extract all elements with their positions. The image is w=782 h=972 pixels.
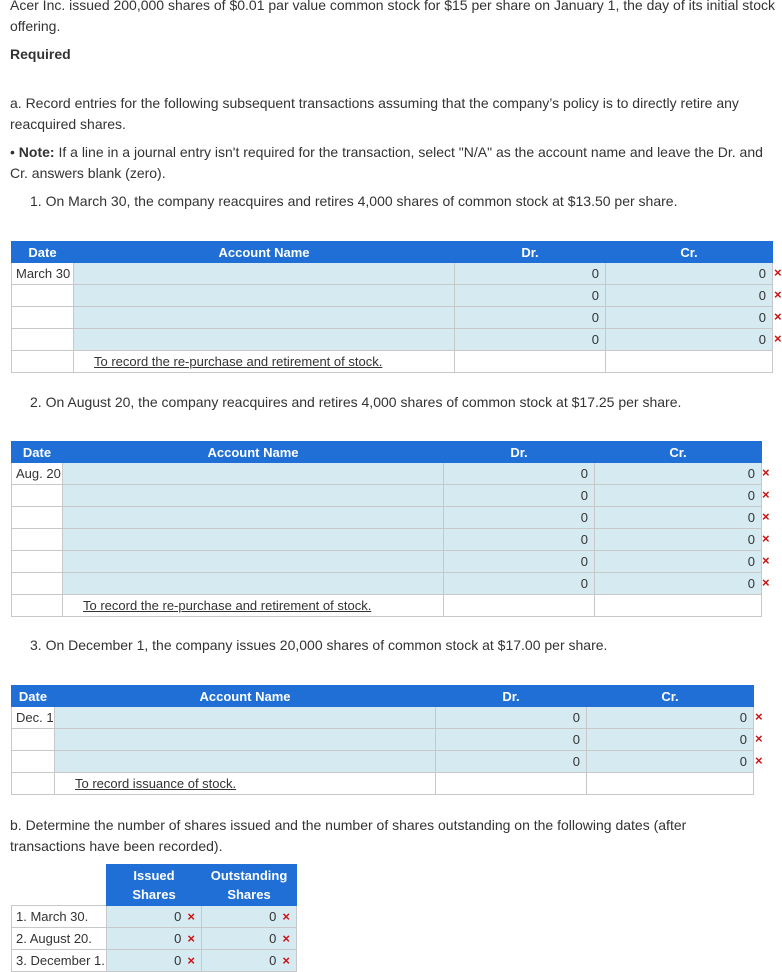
issued-shares-input[interactable] bbox=[107, 950, 202, 972]
date-header: Date bbox=[12, 686, 55, 707]
journal-memo-row bbox=[12, 595, 762, 617]
journal-row bbox=[12, 263, 773, 285]
account-name-select[interactable] bbox=[74, 263, 455, 285]
date-cell bbox=[12, 485, 63, 507]
outstanding-header-line-1: Outstanding bbox=[210, 868, 288, 883]
journal-memo-row bbox=[12, 773, 754, 795]
journal-row bbox=[12, 729, 754, 751]
account-name-select[interactable] bbox=[55, 707, 436, 729]
date-header: Date bbox=[12, 442, 63, 463]
date-cell bbox=[12, 573, 63, 595]
credit-input[interactable]: 0 bbox=[587, 707, 754, 729]
required-heading bbox=[10, 44, 71, 65]
credit-input[interactable]: 0 bbox=[595, 573, 762, 595]
transaction-2-prompt: 2. On August 20, the company reacquires and retires 4,000 shares of common stock at $17.25 per share. bbox=[30, 394, 682, 410]
issued-shares-value: 0 bbox=[174, 953, 182, 968]
shares-table bbox=[11, 864, 297, 972]
transaction-1-prompt: 1. On March 30, the company reacquires and retires 4,000 shares of common stock at $13.50 per share. bbox=[30, 193, 678, 209]
entry-date: March 30 bbox=[12, 263, 74, 285]
incorrect-mark-icon: × bbox=[762, 575, 770, 590]
shares-header-row bbox=[12, 865, 297, 906]
journal-table-2 bbox=[11, 441, 762, 617]
date-header: Date bbox=[12, 242, 74, 263]
shares-row-label: 2. August 20. bbox=[12, 928, 107, 950]
journal-table-1 bbox=[11, 241, 773, 373]
journal-row bbox=[12, 529, 762, 551]
shares-row bbox=[12, 950, 297, 972]
outstanding-shares-input[interactable] bbox=[202, 950, 297, 972]
journal-row bbox=[12, 329, 773, 351]
journal-row bbox=[12, 551, 762, 573]
credit-header: Cr. bbox=[587, 686, 754, 707]
debit-input[interactable]: 0 bbox=[444, 529, 595, 551]
credit-input[interactable]: 0 bbox=[595, 485, 762, 507]
journal-row bbox=[12, 573, 762, 595]
journal-memo: To record the re-purchase and retirement of stock. bbox=[83, 598, 372, 613]
debit-input[interactable]: 0 bbox=[455, 285, 606, 307]
journal-row bbox=[12, 307, 773, 329]
journal-header-row bbox=[12, 686, 754, 707]
credit-input[interactable]: 0 bbox=[606, 307, 773, 329]
credit-header: Cr. bbox=[606, 242, 773, 263]
debit-cell bbox=[455, 351, 606, 373]
account-name-select[interactable] bbox=[55, 729, 436, 751]
issued-shares-input[interactable] bbox=[107, 906, 202, 928]
part-b-instructions: b. Determine the number of shares issued and the number of shares outstanding on the following dates (after transactions have been recorded). bbox=[10, 817, 687, 854]
debit-input[interactable]: 0 bbox=[436, 751, 587, 773]
account-name-header: Account Name bbox=[55, 686, 436, 707]
journal-memo-row bbox=[12, 351, 773, 373]
credit-input[interactable]: 0 bbox=[595, 529, 762, 551]
incorrect-mark-icon: × bbox=[755, 731, 763, 746]
incorrect-mark-icon: × bbox=[762, 531, 770, 546]
date-cell bbox=[12, 773, 55, 795]
memo-cell bbox=[63, 595, 444, 617]
debit-input[interactable]: 0 bbox=[436, 707, 587, 729]
credit-input[interactable]: 0 bbox=[595, 551, 762, 573]
journal-header-row bbox=[12, 442, 762, 463]
debit-input[interactable]: 0 bbox=[444, 551, 595, 573]
journal-memo: To record the re-purchase and retirement of stock. bbox=[94, 354, 383, 369]
credit-cell bbox=[606, 351, 773, 373]
blank-header bbox=[12, 865, 107, 906]
account-name-select[interactable] bbox=[74, 307, 455, 329]
issued-shares-input[interactable] bbox=[107, 928, 202, 950]
transaction-3-prompt: 3. On December 1, the company issues 20,000 shares of common stock at $17.00 per share. bbox=[30, 637, 608, 653]
credit-input[interactable]: 0 bbox=[595, 507, 762, 529]
incorrect-mark-icon: × bbox=[187, 931, 195, 946]
account-name-select[interactable] bbox=[63, 551, 444, 573]
note-text: If a line in a journal entry isn't required for the transaction, select "N/A" as the account name and leave the Dr. and Cr. answers blank (zero). bbox=[10, 144, 763, 181]
date-cell bbox=[12, 351, 74, 373]
shares-row bbox=[12, 928, 297, 950]
incorrect-mark-icon: × bbox=[774, 287, 782, 302]
credit-cell bbox=[595, 595, 762, 617]
issued-header-line-1: Issued bbox=[133, 868, 175, 883]
account-name-select[interactable] bbox=[74, 329, 455, 351]
debit-input[interactable]: 0 bbox=[436, 729, 587, 751]
credit-input[interactable]: 0 bbox=[595, 463, 762, 485]
incorrect-mark-icon: × bbox=[762, 553, 770, 568]
date-cell bbox=[12, 307, 74, 329]
account-name-header: Account Name bbox=[74, 242, 455, 263]
credit-input[interactable]: 0 bbox=[606, 263, 773, 285]
incorrect-mark-icon: × bbox=[755, 709, 763, 724]
incorrect-mark-icon: × bbox=[187, 953, 195, 968]
debit-input[interactable]: 0 bbox=[444, 485, 595, 507]
note-label: Note: bbox=[18, 144, 55, 160]
credit-input[interactable]: 0 bbox=[587, 729, 754, 751]
journal-row bbox=[12, 507, 762, 529]
intro-text: Acer Inc. issued 200,000 shares of $0.01 par value common stock for $15 per share on January 1, the day of its initial stock offering. bbox=[10, 0, 775, 34]
account-name-select[interactable] bbox=[74, 285, 455, 307]
outstanding-shares-input[interactable] bbox=[202, 906, 297, 928]
account-name-select[interactable] bbox=[55, 751, 436, 773]
journal-header-row bbox=[12, 242, 773, 263]
incorrect-mark-icon: × bbox=[774, 331, 782, 346]
date-cell bbox=[12, 329, 74, 351]
journal-row bbox=[12, 463, 762, 485]
credit-cell bbox=[587, 773, 754, 795]
account-name-select[interactable] bbox=[63, 507, 444, 529]
memo-cell bbox=[74, 351, 455, 373]
debit-input[interactable]: 0 bbox=[444, 507, 595, 529]
credit-input[interactable]: 0 bbox=[606, 329, 773, 351]
incorrect-mark-icon: × bbox=[282, 931, 290, 946]
date-cell bbox=[12, 551, 63, 573]
account-name-select[interactable] bbox=[63, 463, 444, 485]
debit-input[interactable]: 0 bbox=[444, 573, 595, 595]
credit-input[interactable]: 0 bbox=[587, 751, 754, 773]
journal-memo: To record issuance of stock. bbox=[75, 776, 237, 791]
issued-header-line-2: Shares bbox=[132, 887, 176, 902]
incorrect-mark-icon: × bbox=[187, 909, 195, 924]
incorrect-mark-icon: × bbox=[762, 465, 770, 480]
incorrect-mark-icon: × bbox=[282, 953, 290, 968]
journal-row bbox=[12, 485, 762, 507]
credit-input[interactable]: 0 bbox=[606, 285, 773, 307]
debit-cell bbox=[444, 595, 595, 617]
journal-row bbox=[12, 751, 754, 773]
account-name-select[interactable] bbox=[63, 573, 444, 595]
incorrect-mark-icon: × bbox=[774, 309, 782, 324]
date-cell bbox=[12, 751, 55, 773]
account-name-select[interactable] bbox=[63, 529, 444, 551]
shares-row bbox=[12, 906, 297, 928]
debit-input[interactable]: 0 bbox=[444, 463, 595, 485]
memo-cell bbox=[55, 773, 436, 795]
date-cell bbox=[12, 529, 63, 551]
outstanding-shares-input[interactable] bbox=[202, 928, 297, 950]
issued-shares-header bbox=[107, 865, 202, 906]
shares-row-label: 1. March 30. bbox=[12, 906, 107, 928]
issued-shares-value: 0 bbox=[174, 931, 182, 946]
part-a-instructions: a. Record entries for the following subsequent transactions assuming that the company’s policy is to directly retire any reacquired shares. bbox=[10, 95, 739, 132]
journal-table-3 bbox=[11, 685, 754, 795]
outstanding-shares-value: 0 bbox=[269, 931, 277, 946]
incorrect-mark-icon: × bbox=[762, 487, 770, 502]
journal-row bbox=[12, 707, 754, 729]
debit-input[interactable]: 0 bbox=[455, 263, 606, 285]
incorrect-mark-icon: × bbox=[755, 753, 763, 768]
required-label: Required bbox=[10, 46, 71, 62]
note bbox=[10, 142, 780, 184]
outstanding-shares-value: 0 bbox=[269, 953, 277, 968]
debit-input[interactable]: 0 bbox=[455, 307, 606, 329]
date-cell bbox=[12, 595, 63, 617]
outstanding-shares-value: 0 bbox=[269, 909, 277, 924]
date-cell bbox=[12, 507, 63, 529]
date-cell bbox=[12, 729, 55, 751]
credit-header: Cr. bbox=[595, 442, 762, 463]
date-cell bbox=[12, 285, 74, 307]
note-bullet: • bbox=[10, 144, 19, 160]
account-name-header: Account Name bbox=[63, 442, 444, 463]
issued-shares-value: 0 bbox=[174, 909, 182, 924]
debit-input[interactable]: 0 bbox=[455, 329, 606, 351]
incorrect-mark-icon: × bbox=[774, 265, 782, 280]
debit-cell bbox=[436, 773, 587, 795]
outstanding-header-line-2: Shares bbox=[227, 887, 271, 902]
shares-row-label: 3. December 1. bbox=[12, 950, 107, 972]
debit-header: Dr. bbox=[436, 686, 587, 707]
incorrect-mark-icon: × bbox=[282, 909, 290, 924]
debit-header: Dr. bbox=[455, 242, 606, 263]
entry-date: Dec. 1 bbox=[12, 707, 55, 729]
incorrect-mark-icon: × bbox=[762, 509, 770, 524]
outstanding-shares-header bbox=[202, 865, 297, 906]
entry-date: Aug. 20 bbox=[12, 463, 63, 485]
journal-row bbox=[12, 285, 773, 307]
account-name-select[interactable] bbox=[63, 485, 444, 507]
debit-header: Dr. bbox=[444, 442, 595, 463]
